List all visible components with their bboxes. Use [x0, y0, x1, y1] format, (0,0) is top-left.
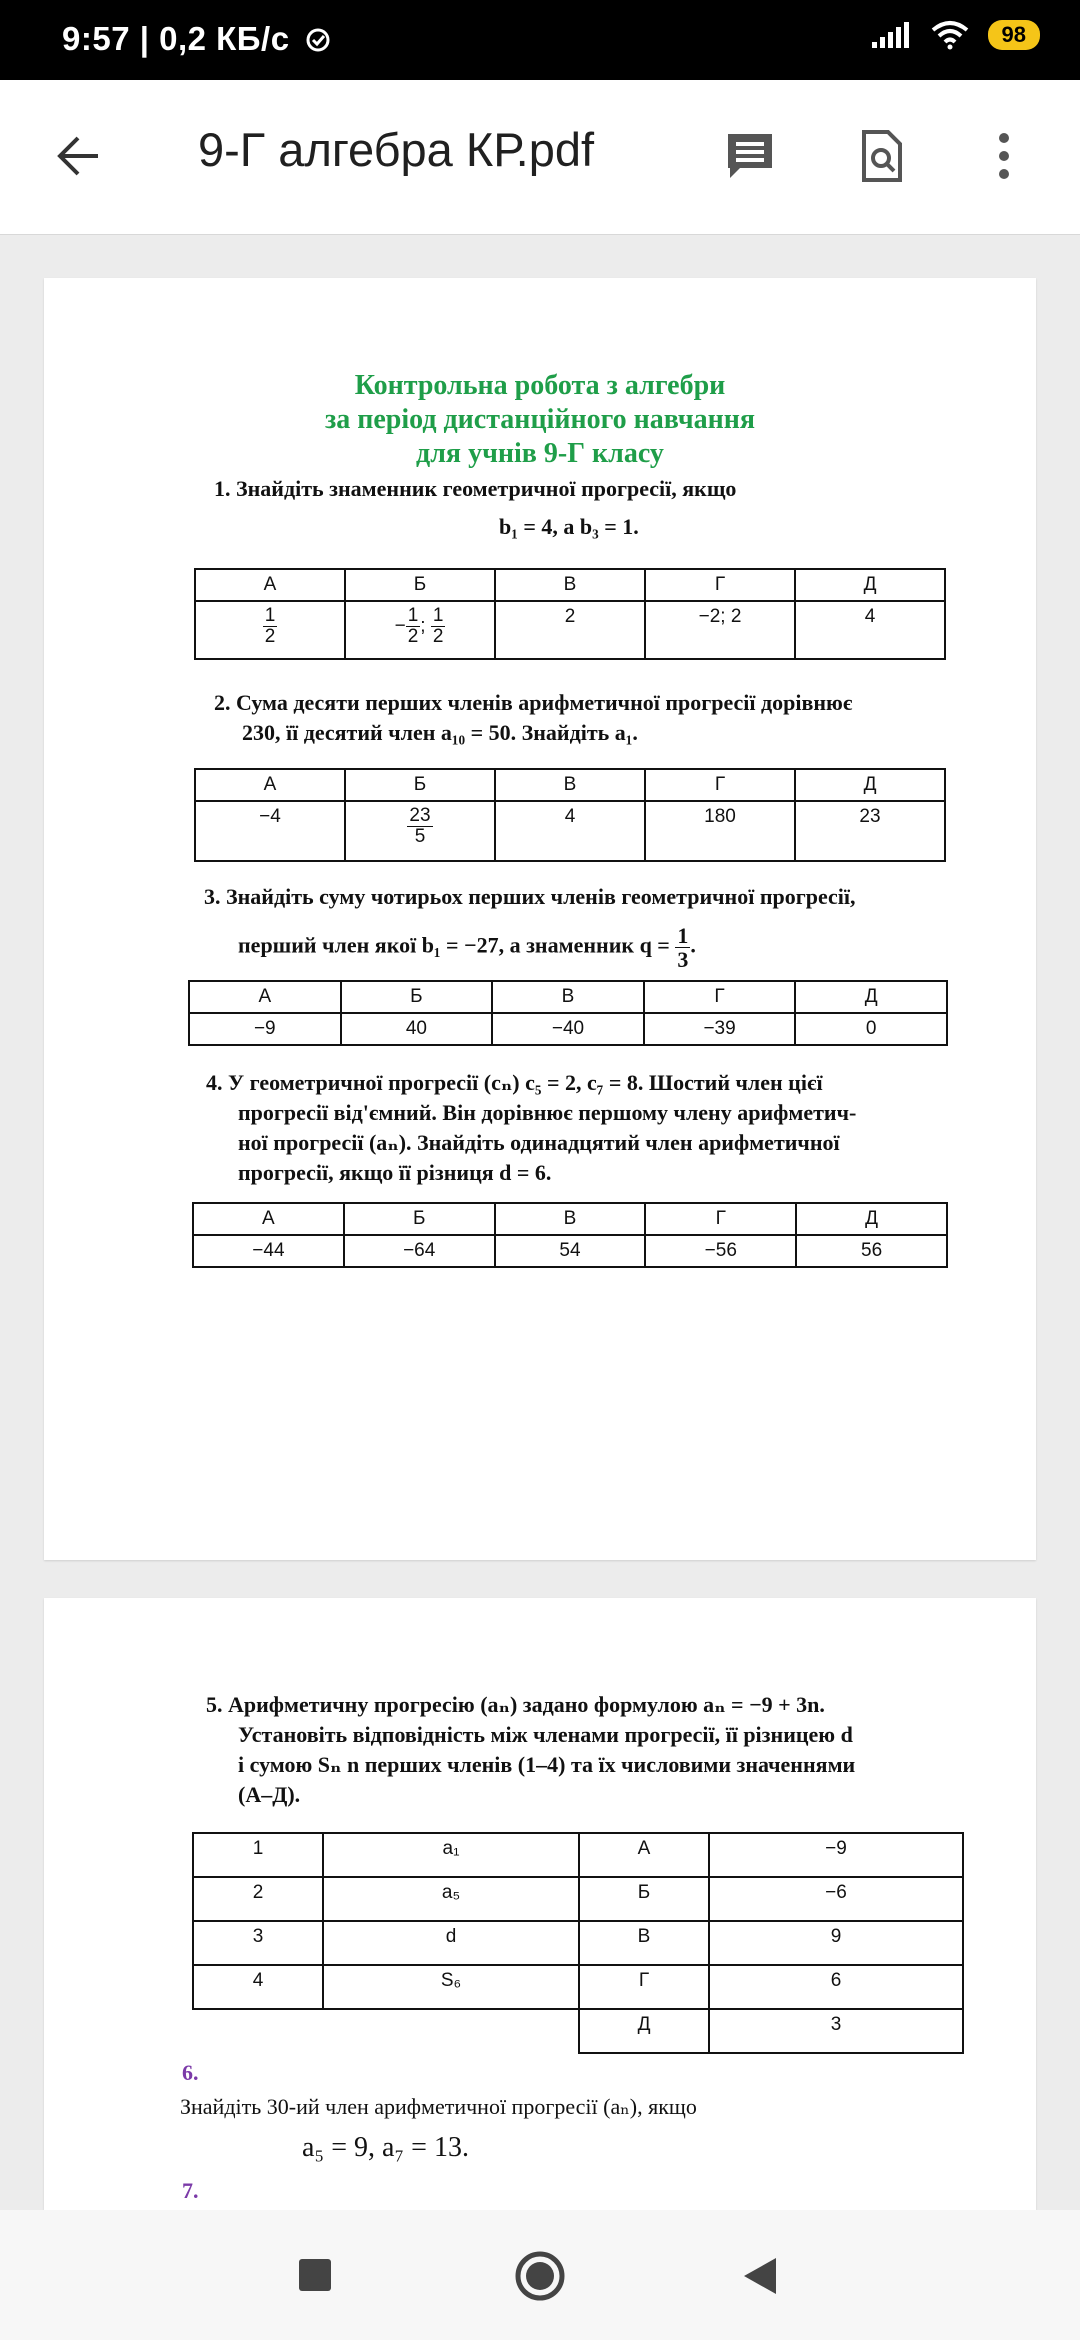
table-header: Г — [645, 569, 795, 601]
term-number: 1 — [193, 1833, 323, 1877]
comments-button[interactable] — [720, 126, 780, 186]
more-options-button[interactable] — [984, 126, 1024, 186]
square-icon — [298, 2258, 332, 2292]
doc-title-line: для учнів 9-Г класу — [416, 438, 664, 469]
answer-cell: −40 — [492, 1013, 644, 1045]
problem-5-text: 5. Арифметичну прогресію (aₙ) задано формулою aₙ = −9 + 3n. — [206, 1692, 825, 1717]
problem-6-number: 6. — [182, 2060, 199, 2085]
problem-4-answer-table — [192, 1202, 948, 1268]
empty-cell — [193, 2009, 323, 2053]
table-header: Б — [345, 769, 495, 801]
problem-3-text: перший член якої b₁ = −27, а знаменник q = $\frac{1}{3}$ . — [238, 923, 696, 973]
answer-cell: − $\frac{1}{2}$ ; $\frac{1}{2}$ — [345, 601, 495, 659]
pdf-page-2 — [44, 1598, 1036, 2210]
back-nav-button[interactable] — [742, 2256, 778, 2301]
table-header: Б — [344, 1203, 495, 1235]
answer-cell: 4 — [495, 801, 645, 861]
status-time-speed: 9:57 | 0,2 КБ/с — [62, 20, 333, 58]
term-name: a₁ — [323, 1833, 579, 1877]
table-header: Д — [795, 981, 947, 1013]
recent-apps-button[interactable] — [298, 2258, 332, 2297]
table-header: В — [495, 769, 645, 801]
table-header: Б — [345, 569, 495, 601]
problem-4-text: прогресії від'ємний. Він дорівнює першому члену арифметич- — [238, 1100, 857, 1125]
answer-cell: $\frac{1}{2}$ — [195, 601, 345, 659]
table-header: А — [189, 981, 341, 1013]
table-header: В — [495, 1203, 646, 1235]
find-in-document-button[interactable] — [852, 126, 912, 186]
pdf-page-1 — [44, 278, 1036, 1560]
table-header: А — [195, 569, 345, 601]
term-name: a₅ — [323, 1877, 579, 1921]
term-number: 4 — [193, 1965, 323, 2009]
signal-icon — [870, 20, 912, 50]
problem-5-matching-table — [192, 1832, 964, 2054]
problem-5-text: Установіть відповідність між членами прогресії, її різницею d — [238, 1722, 853, 1747]
document-title: 9-Г алгебра КР.pdf — [198, 123, 595, 176]
answer-cell: 180 — [645, 801, 795, 861]
answer-cell: −9 — [189, 1013, 341, 1045]
problem-4-text: ної прогресії (aₙ). Знайдіть одинадцятий член арифметичної — [238, 1130, 840, 1155]
wifi-icon — [930, 20, 970, 50]
problem-2-text: 230, її десятий член a₁₀ = 50. Знайдіть a₁. — [242, 720, 638, 745]
home-button[interactable] — [514, 2250, 566, 2307]
answer-cell: 23 — [795, 801, 945, 861]
answer-cell: −56 — [645, 1235, 796, 1267]
problem-4-text: 4. У геометричної прогресії (cₙ) c₅ = 2, c₇ = 8. Шостий член цієї — [206, 1070, 823, 1095]
answer-cell: 56 — [796, 1235, 947, 1267]
answer-cell: −2; 2 — [645, 601, 795, 659]
circle-icon — [514, 2250, 566, 2302]
answer-cell: 0 — [795, 1013, 947, 1045]
app-bar — [0, 80, 1080, 235]
table-header: Д — [795, 569, 945, 601]
comment-icon — [722, 128, 778, 184]
table-header: Г — [644, 981, 796, 1013]
table-header: В — [495, 569, 645, 601]
problem-2-text: 2. Сума десяти перших членів арифметичної прогресії дорівнює — [214, 690, 853, 715]
answer-cell: −64 — [344, 1235, 495, 1267]
doc-title-line: Контрольна робота з алгебри — [354, 370, 726, 401]
arrow-back-icon — [52, 130, 104, 182]
answer-cell: $\frac{23}{5}$ — [345, 801, 495, 861]
problem-3-text: 3. Знайдіть суму чотирьох перших членів геометричної прогресії, — [204, 884, 856, 909]
value-letter: Д — [579, 2009, 709, 2053]
empty-cell — [323, 2009, 579, 2053]
problem-7-number: 7. — [182, 2178, 199, 2203]
term-number: 3 — [193, 1921, 323, 1965]
problem-6-text: Знайдіть 30-ий член арифметичної прогресії (aₙ), якщо — [180, 2094, 697, 2119]
back-button[interactable] — [48, 126, 108, 186]
term-number: 2 — [193, 1877, 323, 1921]
table-header: А — [193, 1203, 344, 1235]
doc-title-line: за період дистанційного навчання — [324, 404, 756, 435]
triangle-back-icon — [742, 2256, 778, 2296]
term-name: S₆ — [323, 1965, 579, 2009]
navigation-bar — [0, 2210, 1080, 2340]
value-letter: Б — [579, 1877, 709, 1921]
search-document-icon — [856, 128, 908, 184]
table-header: Д — [796, 1203, 947, 1235]
answer-cell: 54 — [495, 1235, 646, 1267]
value-number: −6 — [709, 1877, 963, 1921]
term-name: d — [323, 1921, 579, 1965]
problem-1-answer-table — [194, 568, 946, 660]
status-bar — [0, 0, 1080, 80]
problem-2-answer-table — [194, 768, 946, 862]
value-letter: Г — [579, 1965, 709, 2009]
answer-cell: −39 — [644, 1013, 796, 1045]
table-header: А — [195, 769, 345, 801]
alarm-icon — [303, 24, 333, 54]
answer-cell: 40 — [341, 1013, 493, 1045]
problem-5-text: (А–Д). — [238, 1782, 301, 1807]
value-number: −9 — [709, 1833, 963, 1877]
battery-icon: 98 — [988, 20, 1040, 50]
table-header: Д — [795, 769, 945, 801]
table-header: Г — [645, 1203, 796, 1235]
answer-cell: 4 — [795, 601, 945, 659]
more-vert-icon — [997, 131, 1011, 181]
value-number: 9 — [709, 1921, 963, 1965]
answer-cell: 2 — [495, 601, 645, 659]
problem-1-text: 1. Знайдіть знаменник геометричної прогресії, якщо — [214, 476, 737, 501]
value-letter: В — [579, 1921, 709, 1965]
value-number: 6 — [709, 1965, 963, 2009]
table-header: В — [492, 981, 644, 1013]
value-letter: А — [579, 1833, 709, 1877]
table-header: Г — [645, 769, 795, 801]
status-icons — [870, 20, 1040, 50]
answer-cell: −44 — [193, 1235, 344, 1267]
problem-5-text: і сумою Sₙ n перших членів (1–4) та їх числовими значеннями — [238, 1752, 856, 1777]
problem-3-answer-table — [188, 980, 948, 1046]
value-number: 3 — [709, 2009, 963, 2053]
problem-1-condition: b₁ = 4, а b₃ = 1. — [499, 514, 639, 539]
table-header: Б — [341, 981, 493, 1013]
problem-4-text: прогресії, якщо її різниця d = 6. — [238, 1160, 552, 1185]
answer-cell: −4 — [195, 801, 345, 861]
problem-6-condition: a₅ = 9, a₇ = 13. — [302, 2132, 469, 2163]
